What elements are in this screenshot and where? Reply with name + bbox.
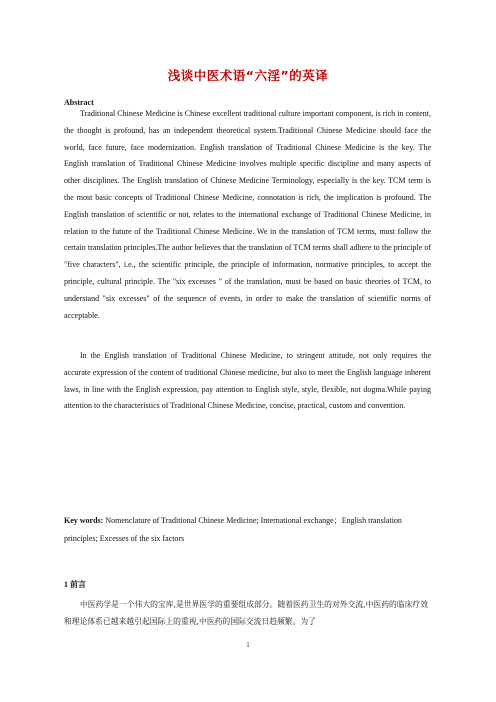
keywords-label: Key words: — [64, 516, 104, 525]
section-heading: 1 前言 — [64, 580, 86, 589]
keywords-text: Nomenclature of Traditional Chinese Medicine; International exchange；English translation principles; Excesses of the six factors — [64, 516, 402, 543]
abstract-paragraph-1: Traditional Chinese Medicine is Chinese excellent traditional culture important component, is rich in content, the thought is profound, has an independent theoretical system.Traditional Chinese Medicine should face the world, face future, face modernization. English translation of Traditional Chinese Medicine is the key. The English translation of Traditional Chinese Medicine involves multiple specific discipline and many aspects of other disciplines. The English translation of Chinese Medicine Terminology, especially is the key. TCM term is the most basic concepts of Traditional Chinese Medicine, connotation is rich, the implication is profound. The English translation of scientific or not, relates to the international exchange of Traditional Chinese Medicine, in relation to the future of the Traditional Chinese Medicine. We in the translation of TCM terms, must follow the certain translation principles.The author believes that the translation of TCM terms shall adhere to the principle of "five characters", i.e., the scientific principle, the principle of information, normative principles, to accept the principle, cultural principle. The "six excesses " of the translation, must be based on basic theories of TCM, to understand "six excesses" of the sequence of events, in order to make the translation of scientific norms of acceptable. — [64, 109, 431, 320]
abstract-paragraph-2: In the English translation of Traditional Chinese Medicine, to stringent attitude, not only requires the accurate expression of the content of traditional Chinese medicine, but also to meet the English language inherent laws, in line with the English expression, pay attention to English style, style, flexible, not dogma.While paying attention to the characteristics of Traditional Chinese Medicine, concise, practical, custom and convention. — [64, 351, 431, 411]
section-paragraph: 中医药学是一个伟大的宝库,是世界医学的重要组成部分。随着医药卫生的对外交流,中医药的临床疗效和理论体系已越来越引起国际上的重视,中医药的国际交流日趋频繁。为了 — [64, 600, 429, 626]
abstract-label: Abstract — [64, 98, 94, 107]
document-title: 浅谈中医术语“六淫”的英译 — [167, 68, 329, 83]
keywords — [64, 512, 434, 548]
page-number: 1 — [246, 641, 250, 649]
